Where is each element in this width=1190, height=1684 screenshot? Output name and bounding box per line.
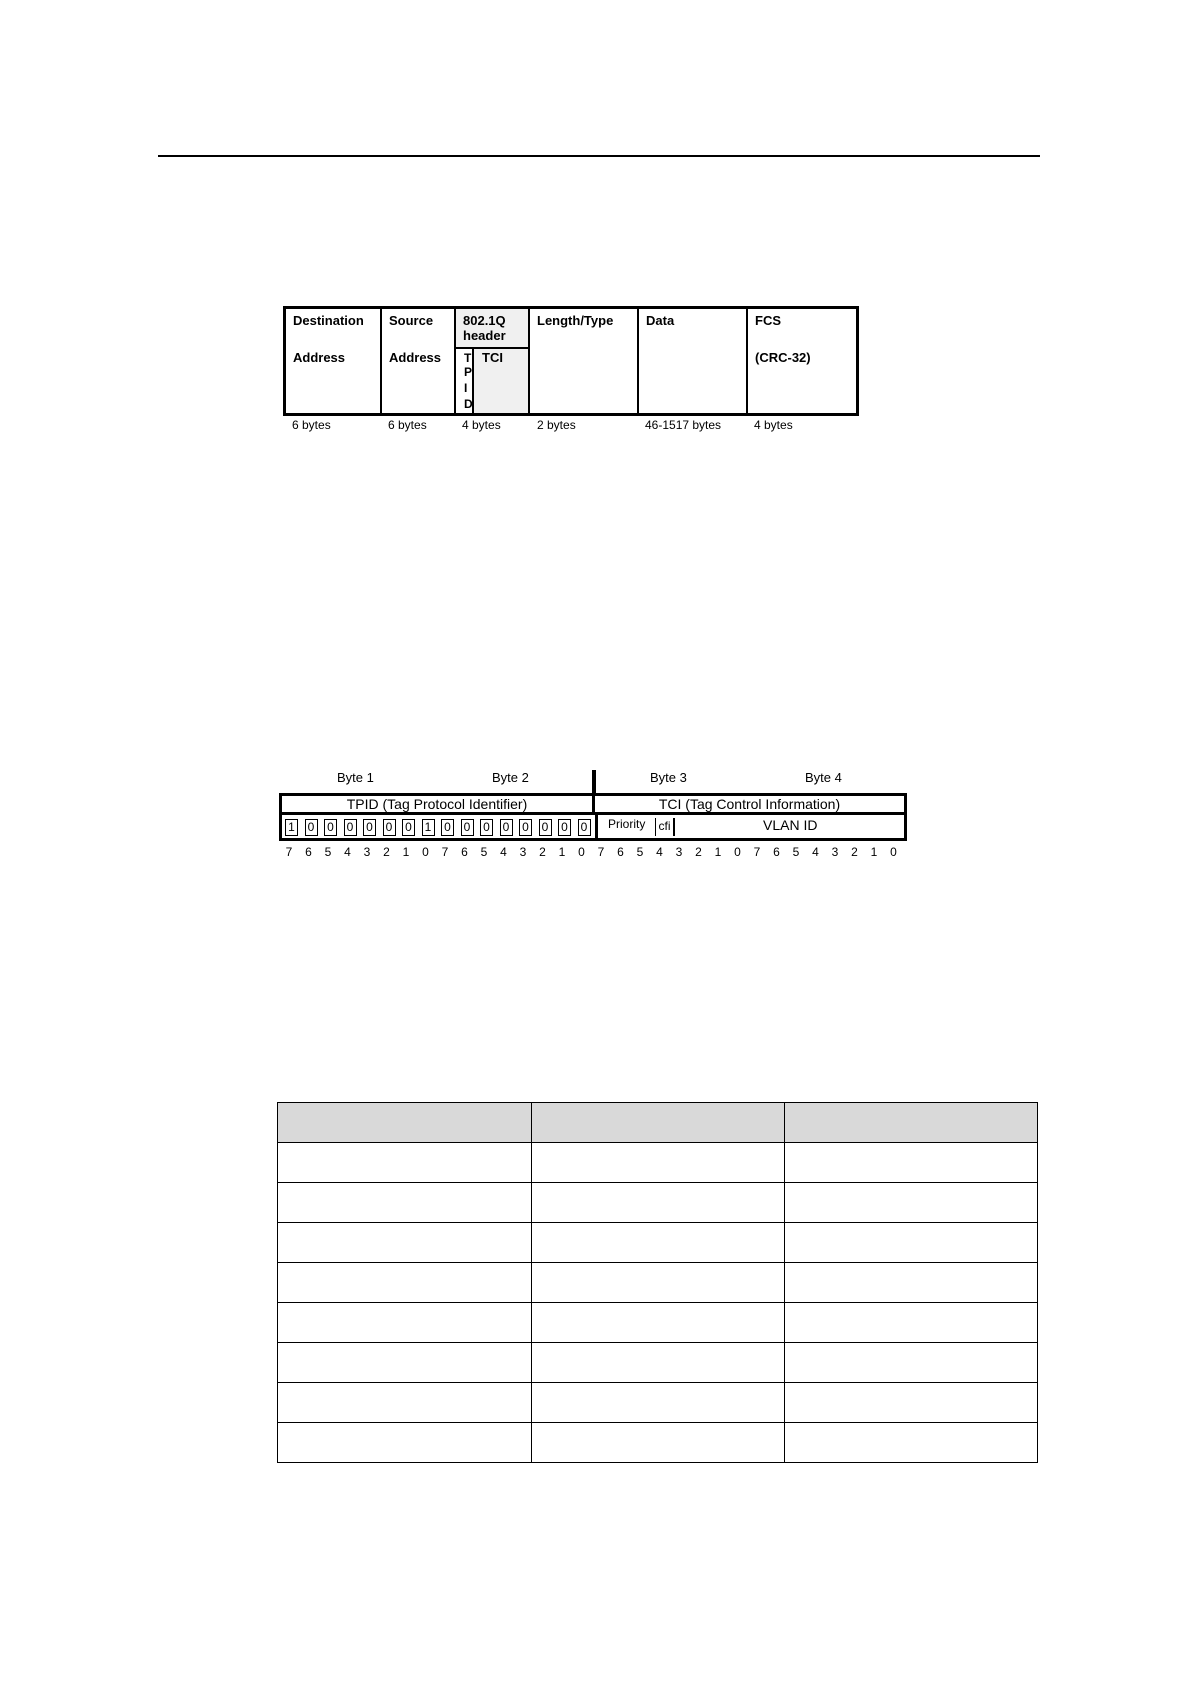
header-rule bbox=[158, 155, 1040, 157]
bit-number: 1 bbox=[870, 845, 878, 859]
field-label: Address bbox=[293, 350, 346, 365]
frame-field-data bbox=[639, 309, 748, 413]
bit-number: 2 bbox=[383, 845, 390, 859]
bit-number: 3 bbox=[519, 845, 527, 859]
tpid-bit: 0 bbox=[480, 819, 493, 836]
tci-field: TCI (Tag Control Information) bbox=[592, 793, 907, 815]
table-row bbox=[278, 1263, 1038, 1303]
tpid-field: TPID (Tag Protocol Identifier) bbox=[279, 793, 595, 815]
bit-number: 2 bbox=[539, 845, 546, 859]
table-cell bbox=[531, 1303, 785, 1343]
bit-number: 1 bbox=[714, 845, 722, 859]
tpid-bit: 0 bbox=[324, 819, 337, 836]
bit-number: 7 bbox=[753, 845, 761, 859]
bit-number: 3 bbox=[363, 845, 371, 859]
table-cell bbox=[785, 1423, 1038, 1463]
tpid-bit: 0 bbox=[305, 819, 318, 836]
tpid-bit: 0 bbox=[558, 819, 571, 836]
table-cell bbox=[531, 1143, 785, 1183]
bit-number: 3 bbox=[675, 845, 683, 859]
bit-number: 4 bbox=[812, 845, 819, 859]
byte-divider bbox=[592, 770, 596, 794]
bit-number: 2 bbox=[851, 845, 858, 859]
table-cell bbox=[278, 1383, 532, 1423]
table-row bbox=[278, 1383, 1038, 1423]
field-label: Data bbox=[646, 313, 675, 328]
table-cell bbox=[278, 1143, 532, 1183]
table-cell bbox=[531, 1383, 785, 1423]
bit-number: 0 bbox=[422, 845, 429, 859]
bit-number: 0 bbox=[890, 845, 897, 859]
frame-field-length-type bbox=[530, 309, 639, 413]
table-cell bbox=[785, 1343, 1038, 1383]
field-size: 6 bytes bbox=[388, 418, 427, 432]
table-row bbox=[278, 1423, 1038, 1463]
tpid-bit: 1 bbox=[422, 819, 435, 836]
table-cell bbox=[531, 1183, 785, 1223]
tpid-bit: 0 bbox=[402, 819, 415, 836]
table-cell bbox=[278, 1263, 532, 1303]
tpid-letter: D bbox=[464, 397, 473, 411]
field-label: Address bbox=[389, 350, 442, 365]
frame-field-destination bbox=[286, 309, 382, 413]
table-cell bbox=[785, 1183, 1038, 1223]
table-cell bbox=[531, 1223, 785, 1263]
tpid-letter: T bbox=[464, 351, 472, 365]
table-cell bbox=[278, 1303, 532, 1343]
bit-number: 4 bbox=[500, 845, 507, 859]
bit-number: 6 bbox=[617, 845, 624, 859]
field-size: 4 bytes bbox=[754, 418, 793, 432]
byte-label: Byte 1 bbox=[337, 770, 374, 785]
bit-row bbox=[279, 815, 907, 841]
bit-number: 6 bbox=[773, 845, 780, 859]
tpid-bit: 0 bbox=[344, 819, 357, 836]
bit-number: 5 bbox=[792, 845, 800, 859]
field-label: Destination bbox=[293, 313, 364, 328]
table-cell bbox=[785, 1143, 1038, 1183]
table-cell bbox=[278, 1423, 532, 1463]
bit-number: 6 bbox=[305, 845, 312, 859]
bit-number: 3 bbox=[831, 845, 839, 859]
bit-number: 7 bbox=[441, 845, 449, 859]
tpid-bit: 0 bbox=[383, 819, 396, 836]
table-row bbox=[278, 1303, 1038, 1343]
bit-number: 7 bbox=[285, 845, 293, 859]
bit-number: 6 bbox=[461, 845, 468, 859]
tpid-bit: 0 bbox=[363, 819, 376, 836]
byte-label: Byte 3 bbox=[650, 770, 687, 785]
priority-label: Priority bbox=[608, 817, 646, 831]
bit-number: 1 bbox=[558, 845, 566, 859]
bit-number: 5 bbox=[324, 845, 332, 859]
tpid-column bbox=[456, 349, 474, 413]
tpid-bit: 0 bbox=[578, 819, 591, 836]
table-cell bbox=[531, 1343, 785, 1383]
bit-number: 1 bbox=[402, 845, 410, 859]
field-label: (CRC-32) bbox=[755, 350, 811, 365]
field-label: 802.1Q header bbox=[463, 313, 506, 343]
bit-number: 4 bbox=[656, 845, 663, 859]
table-cell bbox=[531, 1103, 785, 1143]
tpid-bit: 1 bbox=[285, 819, 298, 836]
bit-number: 0 bbox=[734, 845, 741, 859]
data-table bbox=[277, 1102, 1038, 1463]
cfi-field: cfi bbox=[655, 818, 675, 836]
bit-number: 7 bbox=[597, 845, 605, 859]
vlan-id-label: VLAN ID bbox=[763, 817, 818, 833]
table-cell bbox=[785, 1383, 1038, 1423]
tpid-bit: 0 bbox=[519, 819, 532, 836]
tpid-letter: P bbox=[464, 365, 473, 379]
table-row bbox=[278, 1343, 1038, 1383]
byte-label: Byte 4 bbox=[805, 770, 842, 785]
ethernet-frame-figure bbox=[283, 306, 859, 416]
tpid-bit: 0 bbox=[500, 819, 513, 836]
table-cell bbox=[531, 1423, 785, 1463]
field-size: 6 bytes bbox=[292, 418, 331, 432]
field-size: 2 bytes bbox=[537, 418, 576, 432]
bit-number: 5 bbox=[636, 845, 644, 859]
bit-number: 0 bbox=[578, 845, 585, 859]
table-cell bbox=[278, 1343, 532, 1383]
table-row bbox=[278, 1143, 1038, 1183]
tpid-bit: 0 bbox=[461, 819, 474, 836]
table-cell bbox=[278, 1223, 532, 1263]
tci-subfields bbox=[595, 815, 904, 838]
tci-label: TCI bbox=[482, 350, 503, 365]
field-size: 4 bytes bbox=[462, 418, 501, 432]
field-label: Source bbox=[389, 313, 434, 328]
table-cell bbox=[785, 1103, 1038, 1143]
table-cell bbox=[278, 1103, 532, 1143]
tpid-letter: I bbox=[464, 381, 468, 395]
bit-number: 2 bbox=[695, 845, 702, 859]
frame-field-fcs bbox=[748, 309, 856, 413]
bit-number: 4 bbox=[344, 845, 351, 859]
table-row bbox=[278, 1223, 1038, 1263]
field-label: Length/Type bbox=[537, 313, 614, 328]
byte-label: Byte 2 bbox=[492, 770, 529, 785]
frame-field-8021q-header bbox=[456, 309, 530, 413]
frame-field-source bbox=[382, 309, 456, 413]
table-cell bbox=[785, 1223, 1038, 1263]
table-cell bbox=[785, 1263, 1038, 1303]
table-cell bbox=[531, 1263, 785, 1303]
table-cell bbox=[785, 1303, 1038, 1343]
bit-number: 5 bbox=[480, 845, 488, 859]
field-label: FCS bbox=[755, 313, 781, 328]
field-size: 46-1517 bytes bbox=[645, 418, 722, 432]
table-header-row bbox=[278, 1103, 1038, 1143]
tpid-bit: 0 bbox=[539, 819, 552, 836]
tpid-bit: 0 bbox=[441, 819, 454, 836]
table-cell bbox=[278, 1183, 532, 1223]
table-row bbox=[278, 1183, 1038, 1223]
